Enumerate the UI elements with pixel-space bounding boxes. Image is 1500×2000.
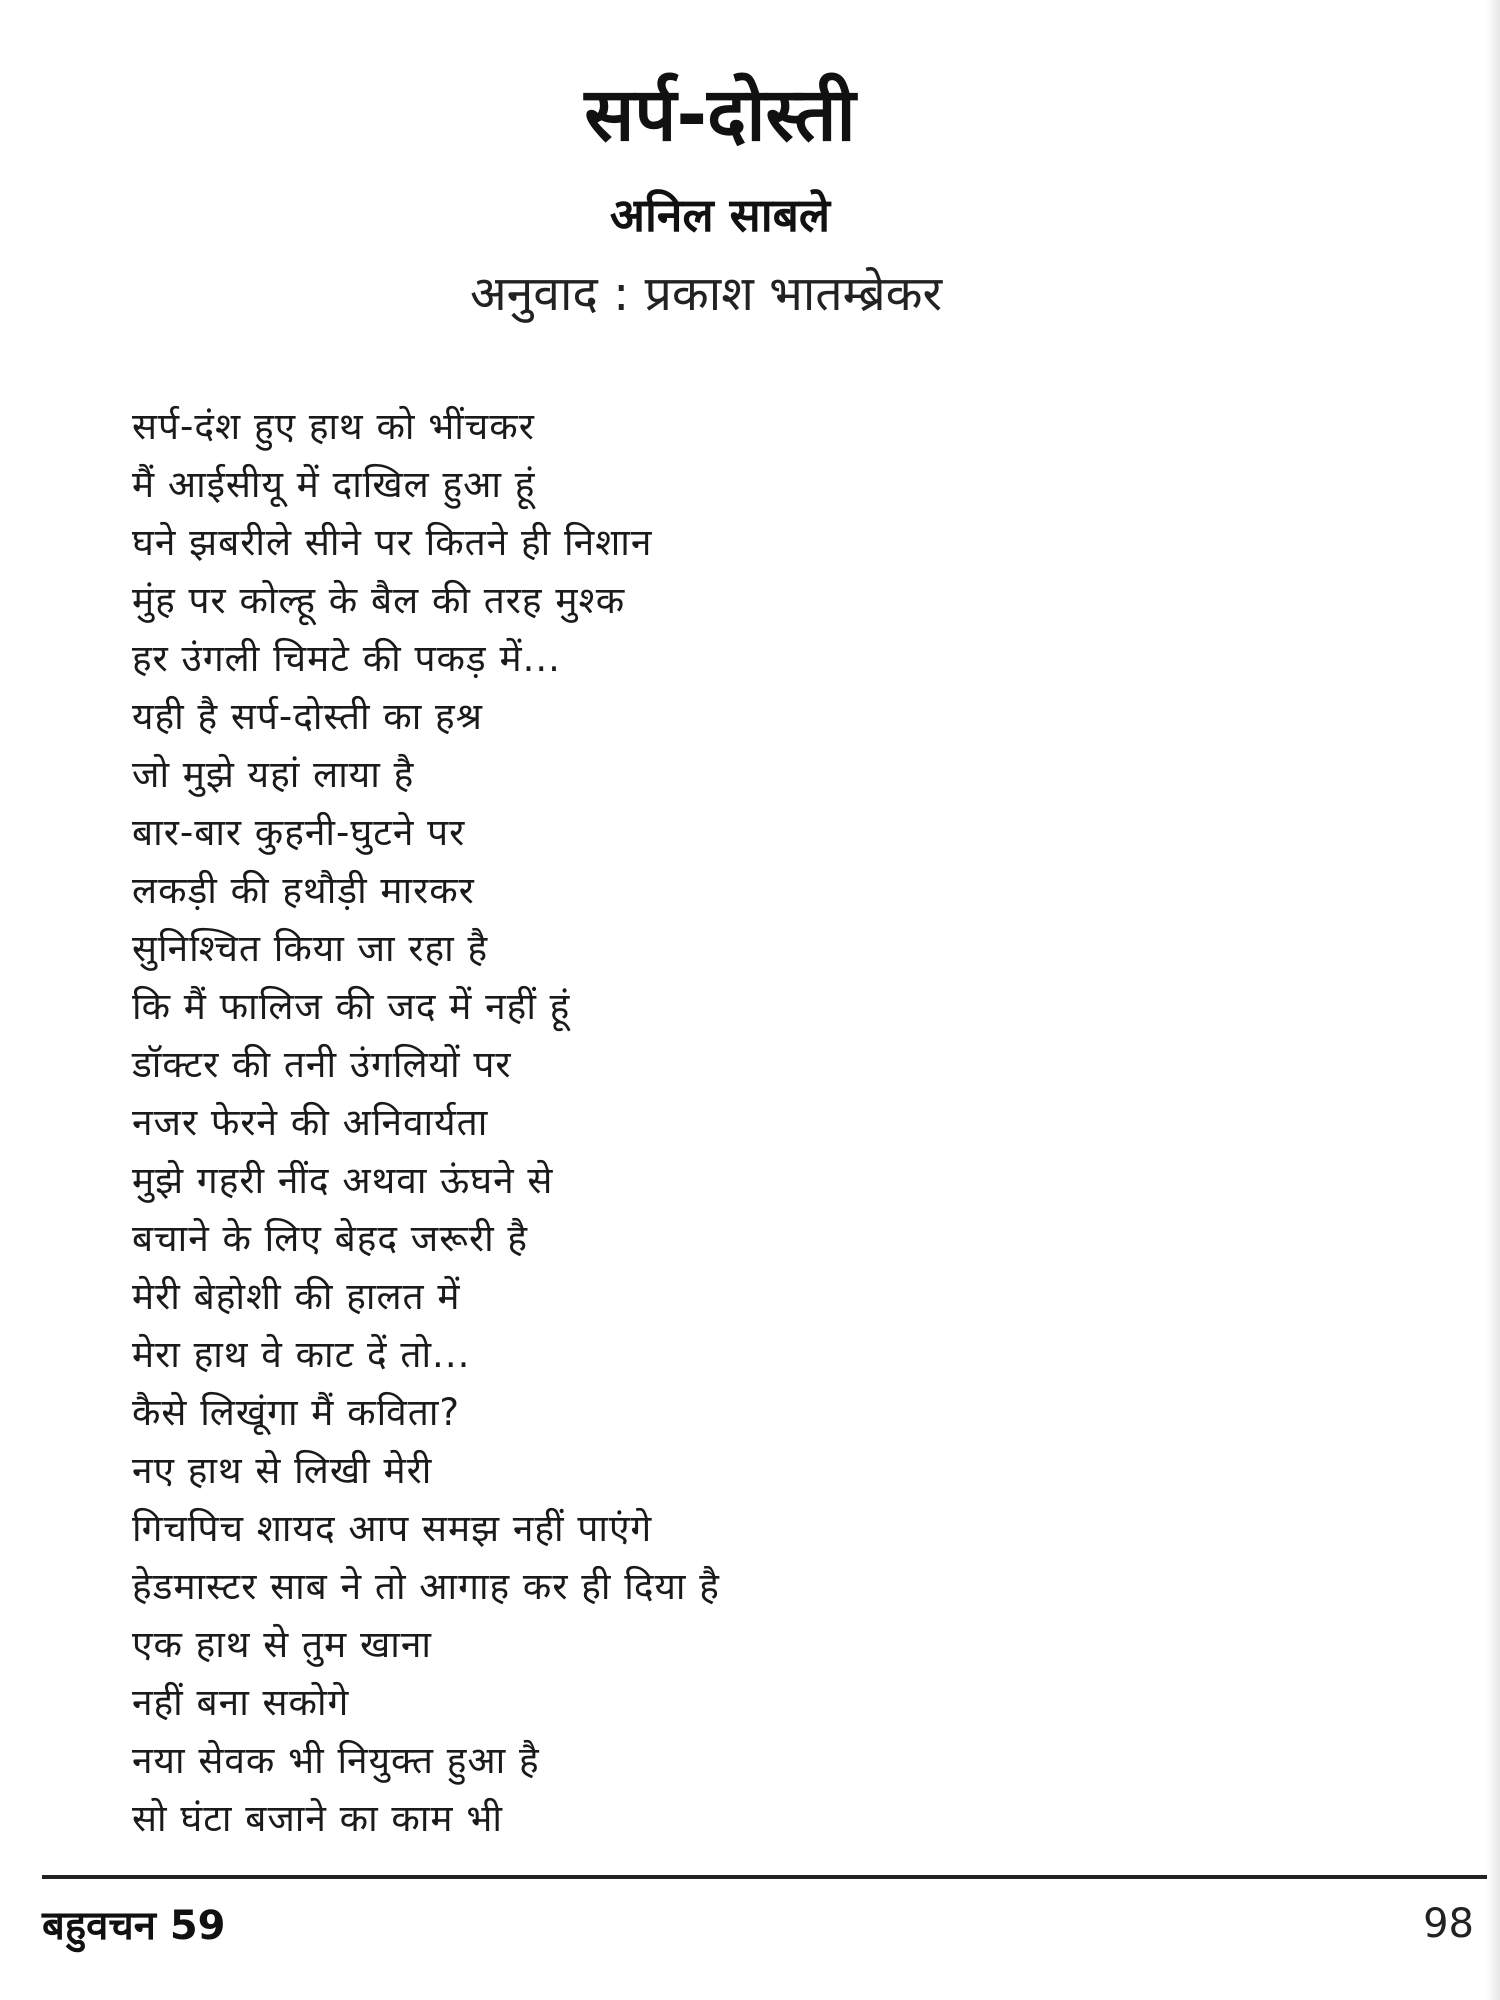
poem-title: सर्प-दोस्ती: [584, 72, 856, 158]
poem-line: घने झबरीले सीने पर कितने ही निशान: [132, 521, 653, 564]
poem-line: मुझे गहरी नींद अथवा ऊंघने से: [132, 1159, 554, 1202]
poem-line: सो घंटा बजाने का काम भी: [132, 1797, 503, 1840]
poem-line: नए हाथ से लिखी मेरी: [132, 1449, 433, 1492]
poem-line: नहीं बना सकोगे: [132, 1681, 350, 1724]
poem-line: हेडमास्टर साब ने तो आगाह कर ही दिया है: [132, 1565, 720, 1608]
translator-credit: अनुवाद : प्रकाश भातम्ब्रेकर: [470, 266, 943, 322]
poem-line: यही है सर्प-दोस्ती का हश्र: [132, 695, 483, 738]
poem-line: मेरा हाथ वे काट दें तो...: [132, 1333, 471, 1376]
poem-line: एक हाथ से तुम खाना: [132, 1623, 432, 1666]
poem-line: मुंह पर कोल्हू के बैल की तरह मुश्क: [132, 579, 626, 622]
poem-line: गिचपिच शायद आप समझ नहीं पाएंगे: [132, 1507, 653, 1550]
poem-body: [132, 398, 720, 1848]
poem-line: कैसे लिखूंगा मैं कविता?: [132, 1391, 461, 1434]
poem-line: डॉक्टर की तनी उंगलियों पर: [132, 1043, 512, 1086]
footer-divider: [42, 1875, 1487, 1879]
poem-line: नजर फेरने की अनिवार्यता: [132, 1101, 489, 1144]
poem-line: मेरी बेहोशी की हालत में: [132, 1275, 461, 1318]
poem-line: हर उंगली चिमटे की पकड़ में...: [132, 637, 561, 680]
poem-line: बचाने के लिए बेहद जरूरी है: [132, 1217, 529, 1260]
poem-line: सर्प-दंश हुए हाथ को भींचकर: [132, 405, 535, 448]
page-number: 98: [1423, 1901, 1474, 1947]
poem-line: जो मुझे यहां लाया है: [132, 753, 415, 796]
poem-line: लकड़ी की हथौड़ी मारकर: [132, 869, 475, 912]
poem-line: सुनिश्चित किया जा रहा है: [132, 927, 489, 970]
journal-issue: बहुवचन 59: [42, 1903, 226, 1949]
page-edge-shadow: [1486, 0, 1500, 2000]
author-name: अनिल साबले: [609, 188, 831, 242]
poem-line: नया सेवक भी नियुक्त हुआ है: [132, 1739, 540, 1782]
poem-line: बार-बार कुहनी-घुटने पर: [132, 811, 466, 854]
poem-line: कि मैं फालिज की जद में नहीं हूं: [132, 985, 571, 1028]
poem-line: मैं आईसीयू में दाखिल हुआ हूं: [132, 463, 536, 506]
